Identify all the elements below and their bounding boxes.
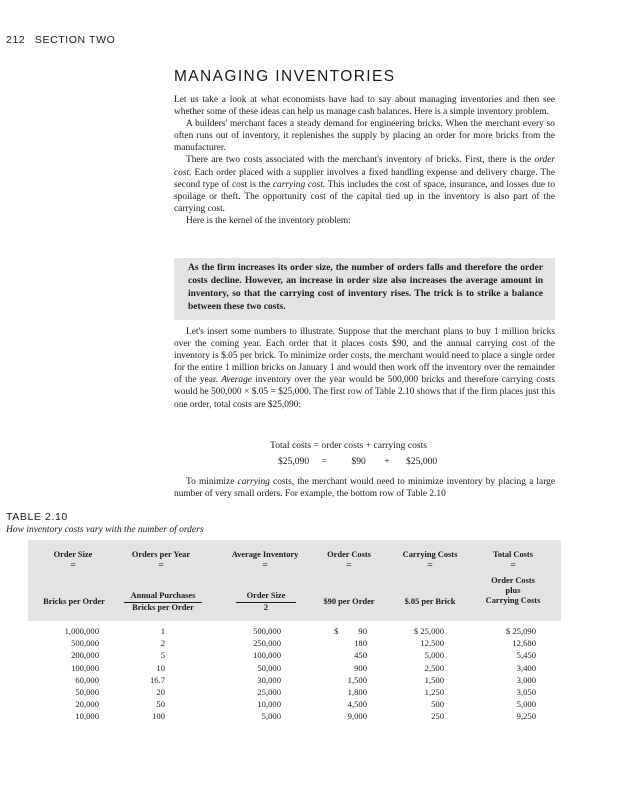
table-row: 20,000 50 10,000 4,500 500 5,000 <box>75 699 536 710</box>
term-carrying: carrying <box>237 477 270 487</box>
example-text <box>174 326 555 411</box>
table-label: TABLE 2.10 <box>6 511 68 523</box>
table-body <box>28 626 561 724</box>
equals-sign: = <box>262 560 268 571</box>
closing-text <box>174 476 555 500</box>
equals-sign: = <box>70 560 76 571</box>
equals-sign: = <box>158 560 164 571</box>
table-row: 100,000 10 50,000 900 2,500 3,400 <box>71 662 536 673</box>
term-order-cost: order cost. <box>174 155 555 178</box>
page-number: 212 <box>6 34 26 46</box>
header-total-costs: Total Costs <box>493 550 533 559</box>
paragraph-intro: Let us take a look at what economists have had to say about managing inventories and then see whether some of these ideas can help us manage cash balances. Here is a simple inventory problem. <box>174 95 555 118</box>
header-orders-per-year: Orders per Year <box>131 550 191 559</box>
equals-sign: = <box>510 560 516 571</box>
key-point-callout: As the firm increases its order size, the number of orders falls and therefore the order costs decline. However, an increase in order size also increases the average amount in inventory, so that the carrying cost of inventory rises. The trick is to strike a balance between these two costs. <box>174 258 555 320</box>
equals-sign: = <box>427 560 433 571</box>
header-total-formula: Order Costs plus Carrying Costs <box>485 576 541 605</box>
table-row: 10,000 100 5,000 9,000 250 9,250 <box>75 711 536 722</box>
header-order-costs: Order Costs <box>327 550 371 559</box>
paragraph-kernel-intro: Here is the kernel of the inventory problem: <box>186 215 351 226</box>
term-carrying-cost: carrying cost. <box>272 179 326 190</box>
section-title: MANAGING INVENTORIES <box>174 68 396 85</box>
equation-total-values: $25,090 = $90 + $25,000 <box>278 456 438 467</box>
header-order-size: Order Size <box>53 550 93 559</box>
header-average-inventory: Average Inventory <box>231 550 299 559</box>
header-bricks-per-order: Bricks per Order <box>43 597 105 606</box>
intro-text <box>174 94 555 227</box>
header-order-size-over-two: Order Size 2 <box>236 591 296 613</box>
section-label: SECTION TWO <box>34 34 116 46</box>
table-row: 500,000 2 250,000 180 12,500 12,680 <box>71 638 536 649</box>
table-caption: How inventory costs vary with the number of orders <box>6 525 204 535</box>
table-row: 200,000 5 100,000 450 5,000 5,450 <box>71 650 536 661</box>
term-average: Average <box>221 375 252 386</box>
table-row: 60,000 16.7 30,000 1,500 1,500 3,000 <box>75 674 536 685</box>
header-five-cents-per-brick: $.05 per Brick <box>404 597 456 606</box>
header-carrying-costs: Carrying Costs <box>402 550 458 559</box>
table-row: 50,000 20 25,000 1,800 1,250 3,050 <box>75 686 536 697</box>
header-annual-purchases: Annual Purchases Bricks per Order <box>124 591 202 613</box>
table-header <box>28 540 561 621</box>
equals-sign: = <box>346 560 352 571</box>
header-ninety-per-order: $90 per Order <box>323 597 375 606</box>
paragraph-example: Let's insert some numbers to illustrate. Suppose that the merchant plans to buy 1 million bricks over the coming year. Each order that it places costs $90, and the annual carrying cost of the inventory is $.05 per brick. To minimize order costs, the merchant would need to place a single order for the entire 1 million bricks on January 1 and would then work off the inventory over the remainder of the year. Average inventory over the year would be 500,000 bricks and therefore carrying costs would be 500,000 × $.05 = $25,000. The first row of Table 2.10 shows that if the firm places just this one order, total costs are $25,090: <box>174 327 555 410</box>
running-head <box>6 34 115 46</box>
equation-total-costs: Total costs = order costs + carrying costs <box>270 440 428 451</box>
table-row: 1,000,000 1 500,000 $ 90 $ 25,000 $ 25,090 <box>64 626 536 636</box>
paragraph-costs: There are two costs associated with the merchant's inventory of bricks. First, there is the order cost. Each order placed with a supplier involves a fixed handling expense and delivery charge. The second type of cost is the carrying cost. This includes the cost of space, insurance, and losses due to spoilage or theft. The opportunity cost of the capital tied up in the inventory is also part of the carrying cost. <box>174 155 556 214</box>
paragraph-merchant: A builders' merchant faces a steady demand for engineering bricks. When the merchant every so often runs out of inventory, it replenishes the supply by placing an order for more bricks from the manufacturer. <box>174 119 555 154</box>
paragraph-closing: To minimize carrying costs, the merchant would need to minimize inventory by placing a large number of very small orders. For example, the bottom row of Table 2.10 <box>174 477 555 500</box>
